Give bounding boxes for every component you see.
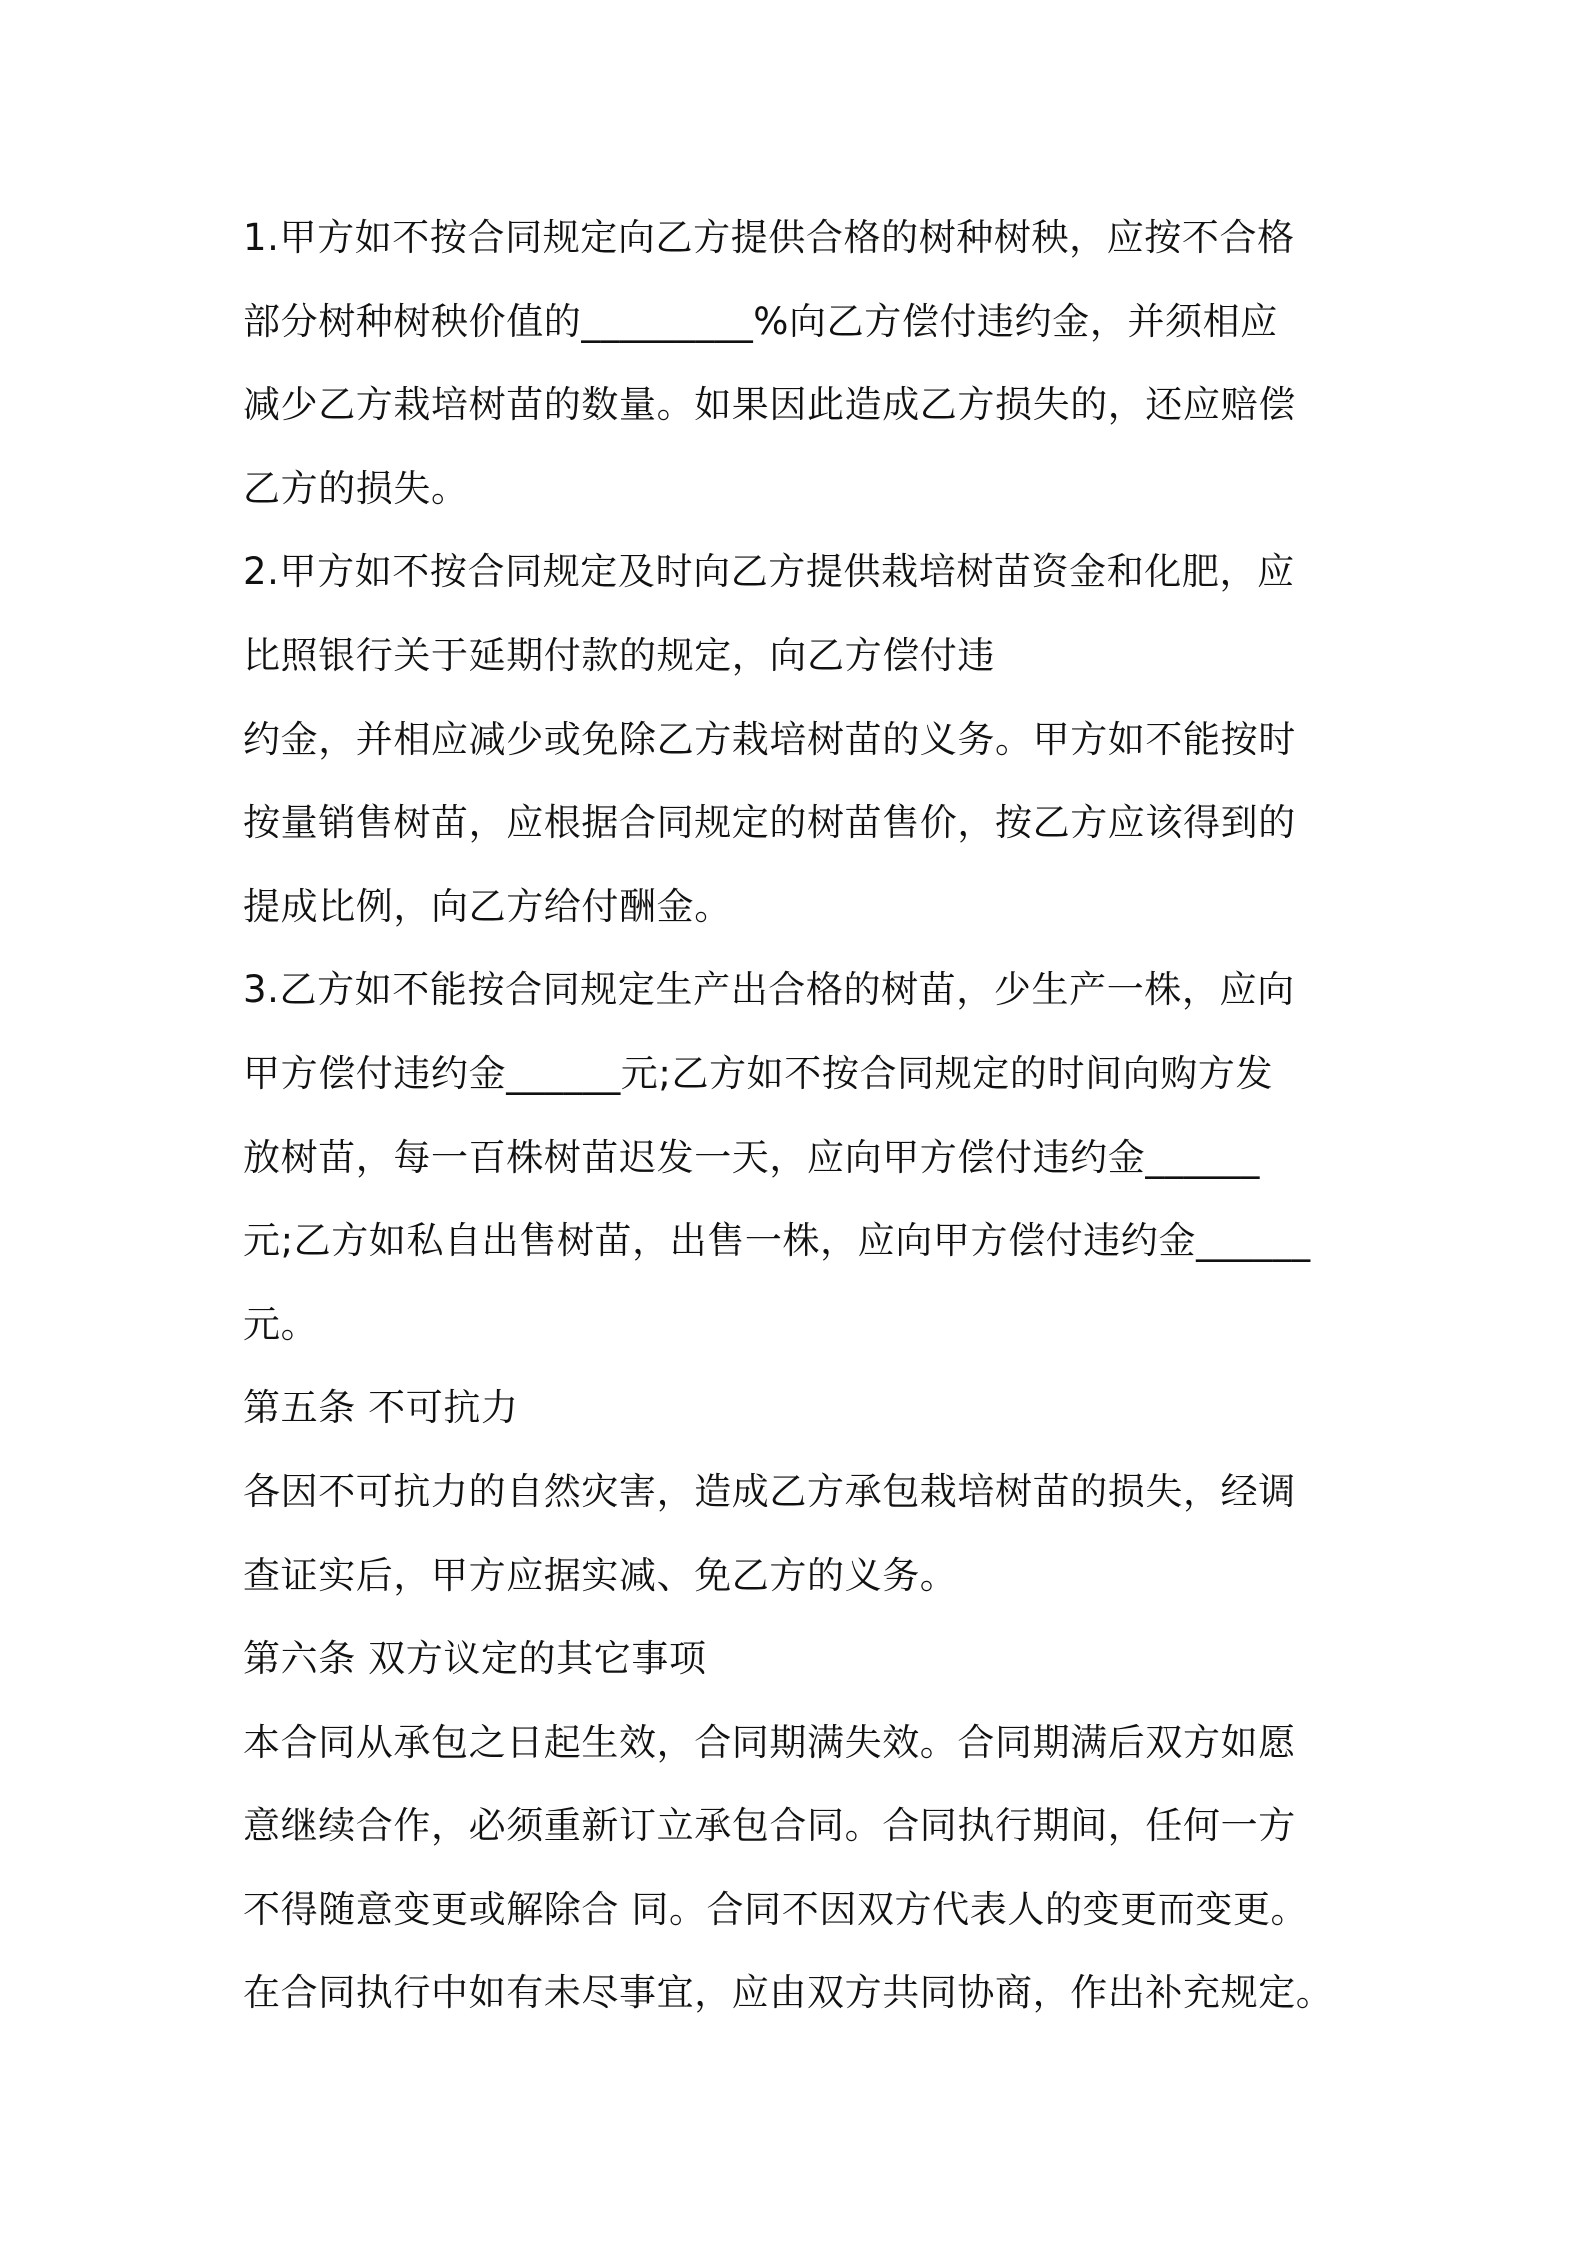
text-line: 减少乙方栽培树苗的数量。如果因此造成乙方损失的，还应赔偿 <box>243 383 1296 427</box>
text-line: 乙方的损失。 <box>243 466 469 510</box>
section-heading: 第五条 不可抗力 <box>243 1386 519 1430</box>
text-line: 元;乙方如私自出售树苗，出售一株，应向甲方偿付违约金______ <box>243 1219 1311 1263</box>
text-line: 3.乙方如不能按合同规定生产出合格的树苗，少生产一株，应向 <box>243 968 1295 1012</box>
text-line: 甲方偿付违约金______元;乙方如不按合同规定的时间向购方发 <box>243 1051 1274 1095</box>
text-line: 在合同执行中如有未尽事宜，应由双方共同协商，作出补充规定。 <box>243 1971 1334 2015</box>
text-line: 本合同从承包之日起生效，合同期满失效。合同期满后双方如愿 <box>243 1720 1296 1764</box>
text-line: 比照银行关于延期付款的规定，向乙方偿付违 <box>243 633 995 677</box>
text-line: 提成比例，向乙方给付酬金。 <box>243 884 732 928</box>
text-line: 不得随意变更或解除合 同。合同不因双方代表人的变更而变更。 <box>243 1887 1309 1931</box>
text-line: 1.甲方如不按合同规定向乙方提供合格的树种树秧，应按不合格 <box>243 216 1295 259</box>
text-line: 放树苗，每一百株树苗迟发一天，应向甲方偿付违约金______ <box>243 1135 1260 1179</box>
text-line: 元。 <box>243 1302 319 1346</box>
text-line: 约金，并相应减少或免除乙方栽培树苗的义务。甲方如不能按时 <box>243 717 1296 761</box>
text-line: 部分树种树秧价值的_________%向乙方偿付违约金，并须相应 <box>243 299 1278 343</box>
text-line: 各因不可抗力的自然灾害，造成乙方承包栽培树苗的损失，经调 <box>243 1469 1296 1513</box>
text-line: 意继续合作，必须重新订立承包合同。合同执行期间，任何一方 <box>243 1804 1296 1848</box>
text-line: 2.甲方如不按合同规定及时向乙方提供栽培树苗资金和化肥，应 <box>243 550 1295 594</box>
contract-text-body <box>243 196 1373 2035</box>
text-line: 按量销售树苗，应根据合同规定的树苗售价，按乙方应该得到的 <box>243 801 1296 845</box>
text-line: 查证实后，甲方应据实减、免乙方的义务。 <box>243 1553 958 1597</box>
section-heading: 第六条 双方议定的其它事项 <box>243 1637 707 1681</box>
